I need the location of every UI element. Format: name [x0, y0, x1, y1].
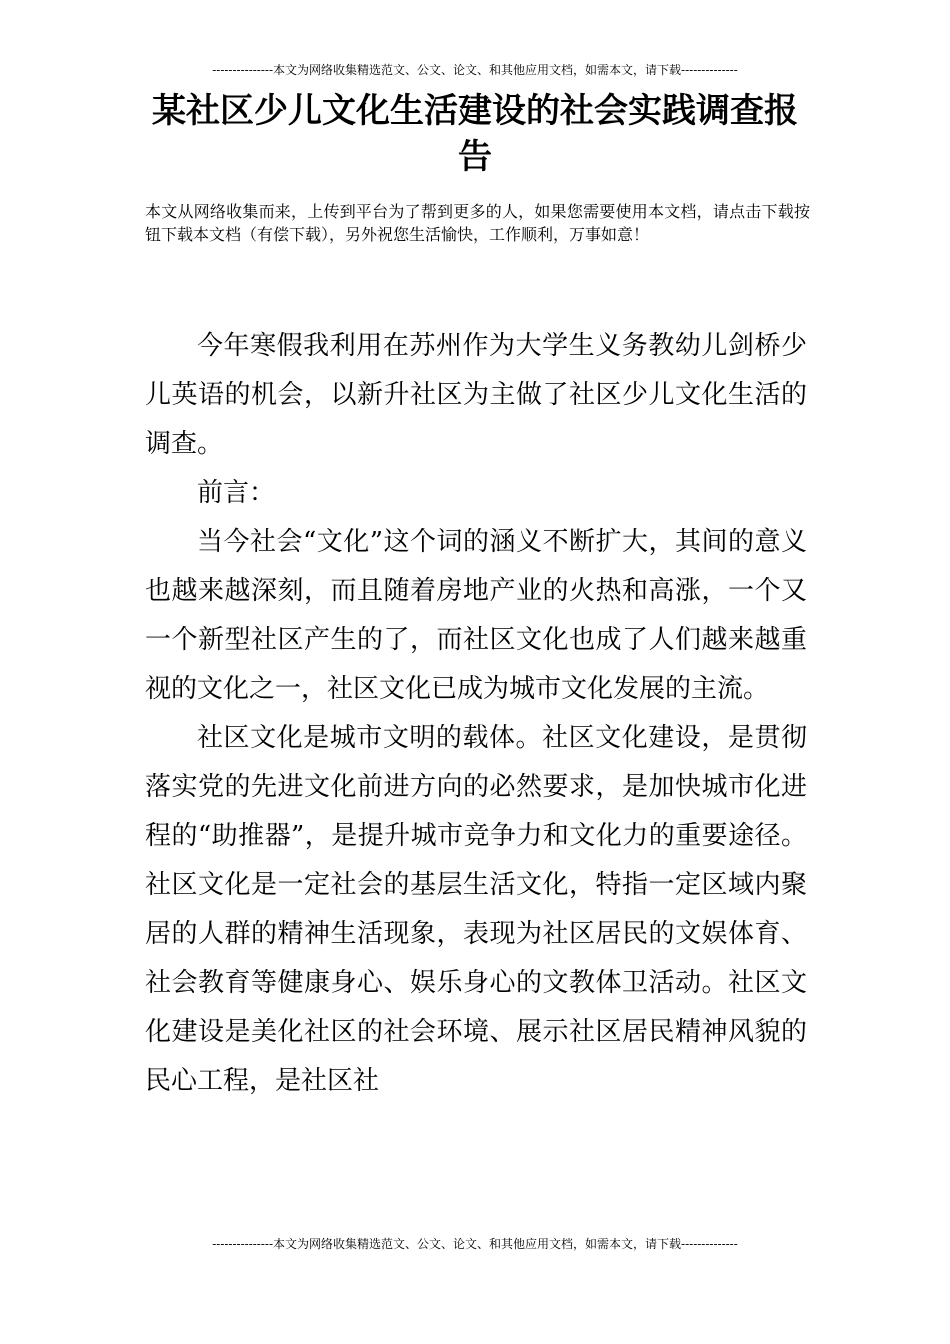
- document-title: 某社区少儿文化生活建设的社会实践调查报告: [152, 91, 798, 177]
- page-footer: ---------------本文为网络收集精选范文、公文、论文、和其他应用文档，如需本文，请下载--------------: [212, 1237, 738, 1251]
- page-header: ---------------本文为网络收集精选范文、公文、论文、和其他应用文档，如需本文，请下载--------------: [212, 63, 738, 77]
- paragraph: 社区文化是城市文明的载体。社区文化建设，是贯彻落实党的先进文化前进方向的必然要求，是加快城市化进程的“助推器”，是提升城市竞争力和文化力的重要途径。社区文化是一定社会的基层生活文化，特指一定区域内聚居的人群的精神生活现象，表现为社区居民的文娱体育、社会教育等健康身心、娱乐身心的文教体卫活动。社区文化建设是美化社区的社会环境、展示社区居民精神风貌的民心工程，是社区社: [145, 723, 807, 1096]
- paragraph: 今年寒假我利用在苏州作为大学生义务教幼儿剑桥少儿英语的机会，以新升社区为主做了社区少儿文化生活的调查。: [145, 331, 807, 459]
- paragraph: 当今社会“文化”这个词的涵义不断扩大，其间的意义也越来越深刻，而且随着房地产业的火热和高涨，一个又一个新型社区产生的了，而社区文化也成了人们越来越重视的文化之一，社区文化已成为城市文化发展的主流。: [145, 527, 807, 704]
- section-heading: 前言：: [197, 478, 276, 508]
- intro-notice: 本文从网络收集而来，上传到平台为了帮到更多的人，如果您需要使用本文档，请点击下载按钮下载本文档（有偿下载），另外祝您生活愉快，工作顺利，万事如意！: [145, 202, 810, 244]
- document-body: [145, 322, 807, 1106]
